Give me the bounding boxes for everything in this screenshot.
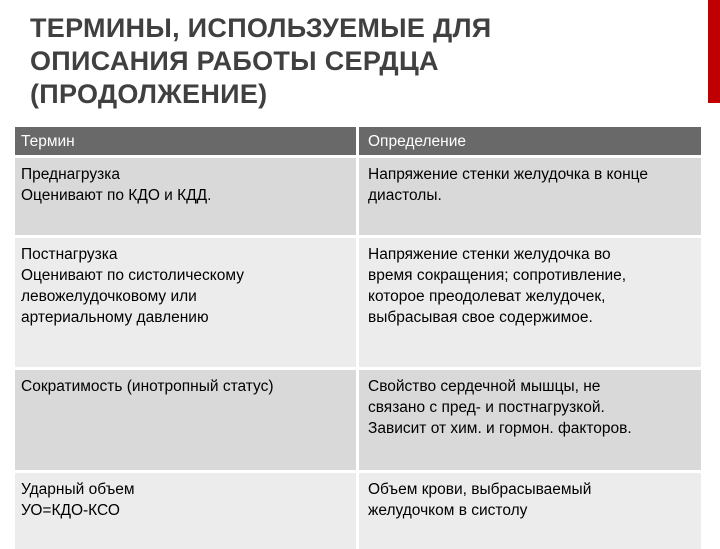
term-line: Оценивают по КДО и КДД.: [21, 187, 212, 204]
term-cell: [15, 470, 359, 549]
title-line: ТЕРМИНЫ, ИСПОЛЬЗУЕМЫЕ ДЛЯ: [30, 13, 492, 43]
definition-line: Свойство сердечной мышцы, не: [368, 378, 601, 395]
table-header-row: [15, 127, 701, 155]
definition-line: Напряжение стенки желудочка в конце: [368, 166, 648, 183]
slide-title: [30, 12, 670, 111]
definition-line: время сокращения; сопротивление,: [368, 267, 627, 284]
term-line: Оценивают по систолическому: [21, 267, 244, 284]
definition-line: выбрасывая свое содержимое.: [368, 309, 593, 326]
term-line: артериальному давлению: [21, 309, 209, 326]
term-line: Ударный объем: [21, 481, 135, 498]
term-line: Постнагрузка: [21, 246, 118, 263]
term-line: УО=КДО-КСО: [21, 502, 120, 519]
definition-line: диастолы.: [368, 187, 442, 204]
definition-cell: [359, 155, 701, 235]
table-row: [15, 155, 701, 235]
accent-bar: [708, 0, 720, 103]
definition-line: Объем крови, выбрасываемый: [368, 481, 592, 498]
title-line: ОПИСАНИЯ РАБОТЫ СЕРДЦА: [30, 46, 439, 76]
terms-table: [15, 127, 701, 549]
table-row: [15, 470, 701, 549]
header-term: Термин: [15, 127, 359, 155]
definition-cell: [359, 235, 701, 367]
definition-line: Напряжение стенки желудочка во: [368, 246, 611, 263]
term-line: Сократимость (инотропный статус): [21, 378, 274, 395]
definition-line: Зависит от хим. и гормон. факторов.: [368, 420, 632, 437]
term-cell: [15, 235, 359, 367]
definition-line: связано с пред- и постнагрузкой.: [368, 399, 605, 416]
term-cell: [15, 367, 359, 470]
header-definition: Определение: [359, 127, 701, 155]
definition-cell: [359, 470, 701, 549]
definition-line: желудочком в систолу: [368, 502, 528, 519]
definition-line: которое преодолеват желудочек,: [368, 288, 606, 305]
term-line: Преднагрузка: [21, 166, 120, 183]
table-row: [15, 367, 701, 470]
table-row: [15, 235, 701, 367]
term-line: левожелудочковому или: [21, 288, 197, 305]
term-cell: [15, 155, 359, 235]
title-line: (ПРОДОЛЖЕНИЕ): [30, 79, 268, 109]
definition-cell: [359, 367, 701, 470]
